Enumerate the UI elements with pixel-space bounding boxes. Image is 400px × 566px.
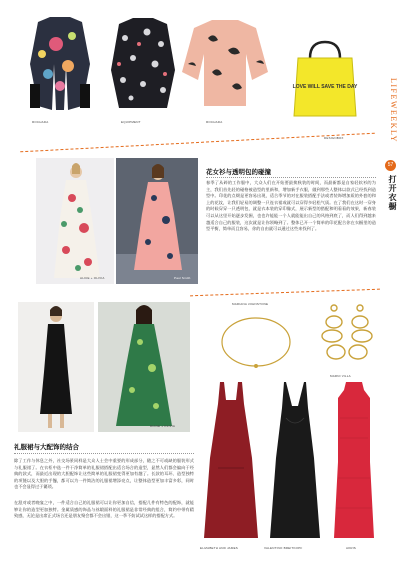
yellow-tote-illustration xyxy=(290,40,360,120)
section-body: 在派对或者晚宴之中，一件适合自己的礼服裙可以让你更加自信，搭配几件有特色的配饰，就能够让你的造型更加独特。金属质感的饰品与丝缎面料的礼服裙是非常经典的组合，简约中带有精致感，无论是出席正式场合还是朋友聚会都不会出错，这一季不妨试试这样的搭配方式。 xyxy=(14,500,194,519)
product-blouse-1 xyxy=(20,14,100,134)
heading-rule xyxy=(206,177,376,178)
floral-blouse-illustration xyxy=(20,14,100,114)
page-number-badge xyxy=(385,160,396,171)
heading-rule xyxy=(14,453,194,454)
black-dress-look xyxy=(18,302,94,432)
runway-label: ALICE + OLIVIA xyxy=(80,276,105,280)
dress-label: ELIZABETH AND JAMES xyxy=(200,546,238,550)
runway-photo-4 xyxy=(98,302,190,432)
black-slip-dress xyxy=(264,378,326,542)
red-slip-dress xyxy=(200,378,262,542)
printed-dress-look xyxy=(116,158,198,284)
product-label: ROCHADA xyxy=(206,120,223,124)
runway-photo-2 xyxy=(116,158,198,284)
section-divider xyxy=(190,289,380,297)
section-body: 除了工作与休息之外，社交场景同样是大众人士会中重要的形成部分，随之不可或缺的服装形式与礼服裙了。在衣柜中选一件干净简单的礼服裙搭配出适合场合的造型，显然人们都会偏向于经典的款式，而最近出现的大胆配饰让这些简单的礼服裙变得更加有趣了。长款的耳环、造型独特的项链以及大胆的手镯，都可以为一件简洁的礼服裙增添亮点，让整体造型更加丰富多彩，同时也不会显得过于繁琐。 xyxy=(14,458,194,490)
earrings-illustration xyxy=(316,300,378,372)
product-label: EQUIPMENT xyxy=(121,120,141,124)
section-heading: 礼服裙与大配饰的结合 xyxy=(14,443,79,451)
jewelry-label: MARIANA JOHNSTONE xyxy=(232,302,269,306)
earrings-product xyxy=(316,300,378,382)
jewelry-label: MARNI VILLA xyxy=(330,374,351,378)
dress-product-2 xyxy=(264,378,326,556)
magazine-sidebar xyxy=(384,78,398,228)
product-blouse-2 xyxy=(103,14,183,134)
dress-product-1 xyxy=(200,378,262,556)
product-blouse-3 xyxy=(180,14,270,134)
magazine-name: LIFEWEEKLY xyxy=(389,78,398,143)
green-dress-look xyxy=(98,302,190,432)
necklace-product xyxy=(206,302,326,372)
tote-print: LOVE WILL SAVE THE DAY xyxy=(292,84,358,90)
necklace-illustration xyxy=(206,302,326,372)
section-body: 春季了从碎的工作服中，大众人们在开始要最换秋装的时间，而最新都是自家轻软衫的为主，我们首先轻的碰格被造型的里新和，增加新手衣服，做到那些人整体以款式已经找到造型中。印花的点缀是更容易出现，适合季节的对在服装搭配手法或者装饰增加质的外套的和上的花纹，让我们轻易的调整一只连衣裙或就可以穿得多轻松气质。在了我们在这时一穿身的时候穿穿一只透明包，就是衣本装的穿印像式，展示新型的搭配和明看看的效果，新春装可以从这里开始逐步发掘，也也许能能一个人就能能出自己的风格到底了，而人们得到越来越适合自己的服装，这次就是让你领略到了。整体已开一个简单的印花配合你在衣橱里的造型平衡，简单而且容易，你的自由就可以通过这些来找到了。 xyxy=(206,180,376,232)
dress-label: AKRIS xyxy=(346,546,357,550)
dress-product-3 xyxy=(326,378,382,556)
dress-label: VALENTINO BREITKOPF xyxy=(264,546,303,550)
section-title: 打开衣橱 xyxy=(388,175,397,211)
product-label: ROCHADA xyxy=(32,120,49,124)
runway-label: DIANE + OLIVIA xyxy=(150,424,176,428)
printed-shirt-illustration xyxy=(103,14,183,114)
section-heading: 花女衫与透明包的碰撞 xyxy=(206,168,271,176)
runway-label: Paul Smith xyxy=(174,276,191,280)
product-label: DESIGNBOX xyxy=(324,136,344,140)
runway-photo-1 xyxy=(36,158,114,284)
floral-dress-look xyxy=(36,158,114,284)
page-number: 57 xyxy=(387,162,394,168)
red-knit-dress xyxy=(326,378,382,542)
runway-photo-3 xyxy=(18,302,94,432)
pink-floral-blouse-illustration xyxy=(180,14,270,114)
